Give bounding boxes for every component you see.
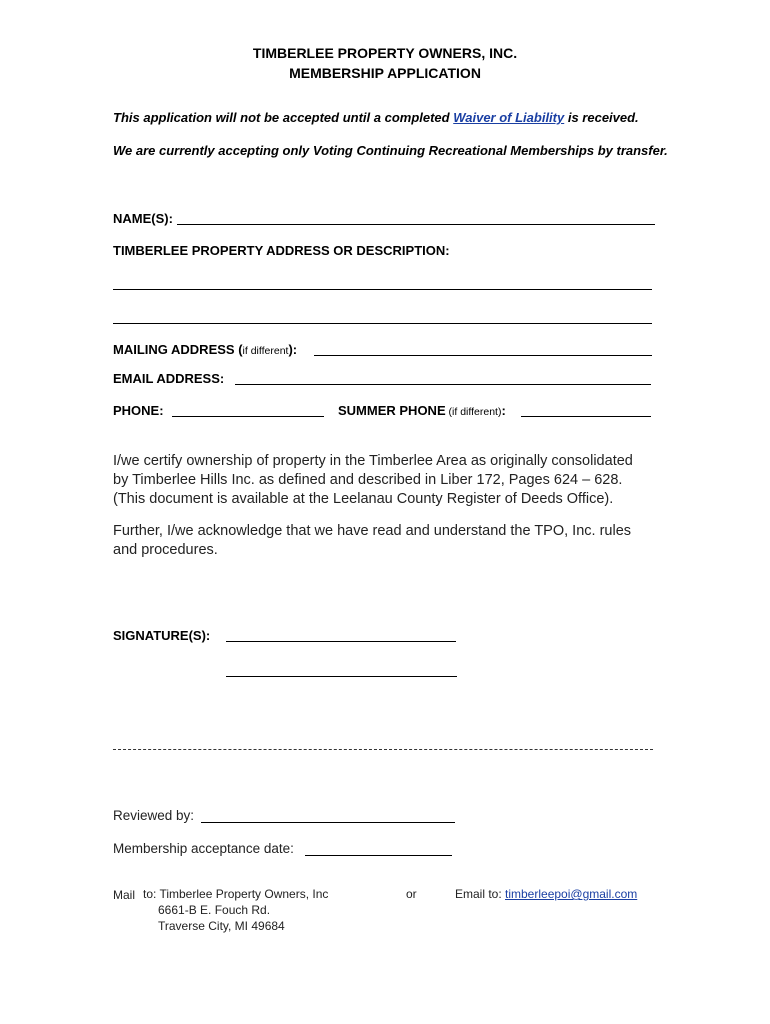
- summer-phone-field[interactable]: [521, 403, 651, 417]
- acknowledgement-line: and procedures.: [113, 542, 218, 558]
- reviewed-by-label: Reviewed by:: [113, 808, 195, 823]
- certification-paragraph: [113, 452, 633, 509]
- email-address-label: EMAIL ADDRESS:: [113, 371, 225, 386]
- certification-line: I/we certify ownership of property in the Timberlee Area as originally consolidated: [113, 453, 633, 469]
- mailing-address-line: 6661-B E. Fouch Rd.: [158, 903, 271, 917]
- document-title: TIMBERLEE PROPERTY OWNERS, INC.: [252, 45, 518, 61]
- mail-label: Mail: [113, 888, 136, 902]
- property-address-label: TIMBERLEE PROPERTY ADDRESS OR DESCRIPTION:: [113, 243, 450, 258]
- email-address-field[interactable]: [235, 371, 651, 385]
- mailing-address-line: Traverse City, MI 49684: [158, 919, 285, 933]
- certification-line: (This document is available at the Leelanau County Register of Deeds Office).: [113, 491, 614, 507]
- document-subtitle: MEMBERSHIP APPLICATION: [289, 65, 481, 81]
- phone-label: PHONE:: [113, 403, 164, 418]
- names-label: NAME(S):: [113, 211, 173, 226]
- signature-field-2[interactable]: [226, 663, 457, 677]
- phone-field[interactable]: [172, 403, 324, 417]
- property-address-field-2[interactable]: [113, 310, 652, 324]
- property-address-field-1[interactable]: [113, 276, 652, 290]
- email-instruction: [455, 887, 637, 901]
- waiver-of-liability-link[interactable]: Waiver of Liability: [453, 110, 565, 125]
- waiver-notice-suffix: is received.: [564, 110, 639, 125]
- acknowledgement-line: Further, I/we acknowledge that we have read and understand the TPO, Inc. rules: [113, 523, 632, 539]
- summer-phone-colon: :: [501, 403, 506, 418]
- or-text: or: [406, 887, 417, 901]
- waiver-notice-prefix: This application will not be accepted until a completed: [113, 110, 454, 125]
- reviewed-by-field[interactable]: [201, 808, 455, 823]
- mailing-address-note: if different: [242, 345, 289, 357]
- acceptance-date-label: Membership acceptance date:: [113, 841, 294, 856]
- summer-phone-label: [338, 403, 506, 418]
- email-prefix: Email to:: [455, 887, 506, 901]
- certification-line: by Timberlee Hills Inc. as defined and described in Liber 172, Pages 624 – 628.: [113, 472, 623, 488]
- summer-phone-label-text: SUMMER PHONE: [338, 403, 446, 418]
- names-field[interactable]: [177, 211, 655, 225]
- signature-label: SIGNATURE(S):: [113, 628, 211, 643]
- summer-phone-note: (if different): [445, 406, 502, 418]
- acceptance-date-field[interactable]: [305, 841, 452, 856]
- mailing-address-field[interactable]: [314, 342, 652, 356]
- signature-field-1[interactable]: [226, 628, 456, 642]
- email-link[interactable]: timberleepoi@gmail.com: [505, 887, 638, 901]
- acknowledgement-paragraph: [113, 522, 631, 560]
- mailing-address-label-close: ):: [288, 342, 298, 357]
- mailing-address-label-text: MAILING ADDRESS (: [113, 342, 243, 357]
- mailing-address-line: to: Timberlee Property Owners, Inc: [143, 887, 329, 901]
- waiver-notice: [113, 110, 639, 125]
- mailing-address-block: [143, 886, 328, 934]
- section-divider: [113, 749, 653, 750]
- membership-notice: We are currently accepting only Voting Continuing Recreational Memberships by transfer.: [113, 143, 668, 158]
- mailing-address-label: [113, 342, 297, 357]
